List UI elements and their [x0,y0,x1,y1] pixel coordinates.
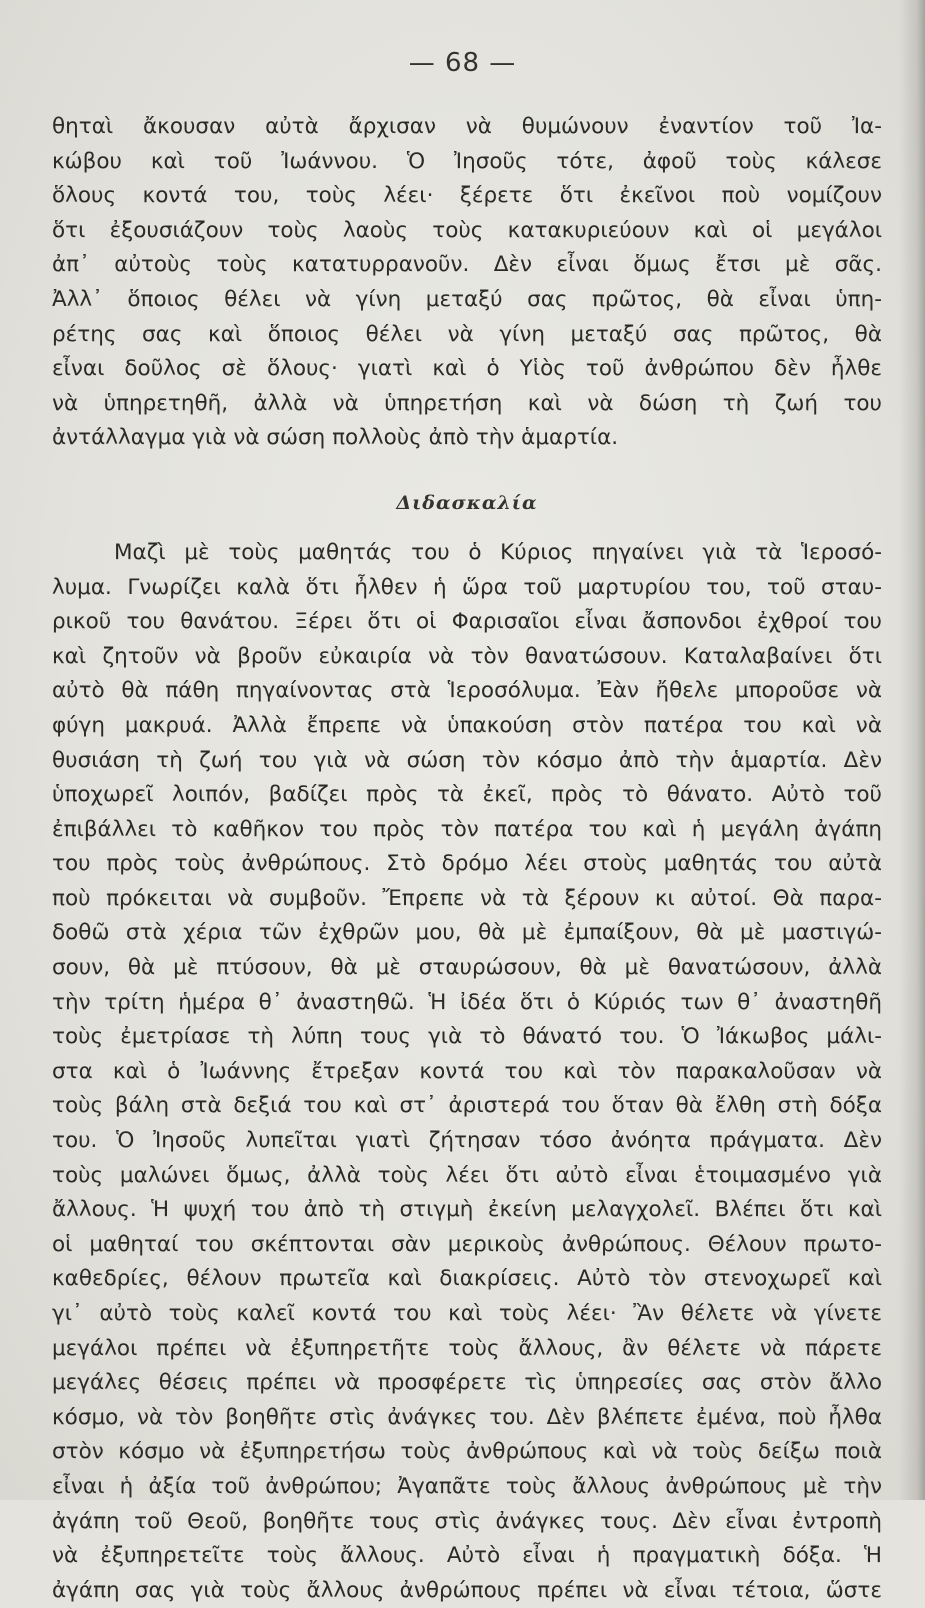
text-line: ἄλλους. Ἡ ψυχή του ἀπὸ τὴ στιγμὴ ἐκείνη μελαγχολεῖ. Βλέπει ὅτι καὶ [52,1197,882,1223]
text-line: μεγάλες θέσεις πρέπει νὰ προσφέρετε τὶς ὑπηρεσίες σας στὸν ἄλλο [52,1370,882,1396]
text-line: αὐτὸ θὰ πάθη πηγαίνοντας στὰ Ἱεροσόλυμα. Ἐὰν ἤθελε μποροῦσε νὰ [52,678,882,704]
text-line: μεγάλοι πρέπει νὰ ἐξυπηρετῆτε τοὺς ἄλλους, ἂν θέλετε νὰ πάρετε [52,1335,882,1361]
text-line: κώβου καὶ τοῦ Ἰωάννου. Ὁ Ἰησοῦς τότε, ἀφοῦ τοὺς κάλεσε [52,148,882,174]
text-line: τοὺς βάλη στὰ δεξιά του καὶ στ᾽ ἀριστερά του ὅταν θὰ ἔλθη στὴ δόξα [52,1093,882,1119]
text-line: ὑποχωρεῖ λοιπόν, βαδίζει πρὸς τὰ ἐκεῖ, πρὸς τὸ θάνατο. Αὐτὸ τοῦ [52,782,882,808]
text-line: Ἀλλ᾽ ὅποιος θέλει νὰ γίνη μεταξύ σας πρῶτος, θὰ εἶναι ὑπη- [52,286,882,312]
text-line: θηταὶ ἄκουσαν αὐτὰ ἄρχισαν νὰ θυμώνουν ἐναντίον τοῦ Ἰα- [52,114,882,139]
text-line: ρικοῦ του θανάτου. Ξέρει ὅτι οἱ Φαρισαῖοι εἶναι ἄσπονδοι ἐχθροί του [52,609,882,635]
text-line: δοθῶ στὰ χέρια τῶν ἐχθρῶν μου, θὰ μὲ ἐμπαίξουν, θὰ μὲ μαστιγώ- [52,920,882,946]
text-line: εἶναι δοῦλος σὲ ὅλους· γιατὶ καὶ ὁ Υἱὸς τοῦ ἀνθρώπου δὲν ἦλθε [52,356,882,382]
text-line: κόσμο, νὰ τὸν βοηθῆτε στὶς ἀνάγκες του. Δὲν βλέπετε ἐμένα, ποὺ ἦλθα [52,1404,882,1430]
paragraph-2 [52,536,882,1608]
section-heading: Διδασκαλία [396,491,538,514]
text-line: νὰ ἐξυπηρετεῖτε τοὺς ἄλλους. Αὐτὸ εἶναι ἡ πραγματικὴ δόξα. Ἡ [52,1543,882,1569]
text-line: ἀπ᾽ αὐτοὺς τοὺς κατατυρρανοῦν. Δὲν εἶναι ὅμως ἔτσι μὲ σᾶς. [52,252,882,278]
page-edge-shadow [899,0,925,1500]
text-line: ὅτι ἐξουσιάζουν τοὺς λαοὺς τοὺς κατακυριεύουν καὶ οἱ μεγάλοι [52,217,882,243]
text-line: θυσιάση τὴ ζωή του γιὰ νὰ σώση τὸν κόσμο ἀπὸ τὴν ἁμαρτία. Δὲν [52,747,882,773]
text-line: ἀντάλλαγμα γιὰ νὰ σώση πολλοὺς ἀπὸ τὴν ἁμαρτία. [52,425,619,451]
text-line: τοὺς μαλώνει ὅμως, ἀλλὰ τοὺς λέει ὅτι αὐτὸ εἶναι ἑτοιμασμένο γιὰ [52,1162,882,1188]
text-line: ρέτης σας καὶ ὅποιος θέλει νὰ γίνη μεταξύ σας πρῶτος, θὰ [52,321,882,347]
text-line: ἐπιβάλλει τὸ καθῆκον του πρὸς τὸν πατέρα του καὶ ἡ μεγάλη ἀγάπη [52,816,882,842]
text-line: του. Ὁ Ἰησοῦς λυπεῖται γιατὶ ζήτησαν τόσο ἀνόητα πράγματα. Δὲν [52,1128,882,1154]
text-line: τὴν τρίτη ἡμέρα θ᾽ ἀναστηθῶ. Ἡ ἰδέα ὅτι ὁ Κύριός των θ᾽ ἀναστηθῆ [52,989,882,1015]
text-line: του πρὸς τοὺς ἀνθρώπους. Στὸ δρόμο λέει στοὺς μαθητάς του αὐτὰ [52,851,882,877]
text-line: καθεδρίες, θέλουν πρωτεῖα καὶ διακρίσεις. Αὐτὸ τὸν στενοχωρεῖ καὶ [52,1266,882,1292]
page-number: — 68 — [408,48,517,78]
text-line: καὶ ζητοῦν νὰ βροῦν εὐκαιρία νὰ τὸν θανατώσουν. Καταλαβαίνει ὅτι [52,643,882,669]
text-line: σουν, θὰ μὲ πτύσουν, θὰ μὲ σταυρώσουν, θὰ μὲ θανατώσουν, ἀλλὰ [52,955,882,981]
text-line: στὸν κόσμο νὰ ἐξυπηρετήσω τοὺς ἀνθρώπους καὶ νὰ τοὺς δείξω ποιὰ [52,1439,882,1465]
text-line: τοὺς ἐμετρίασε τὴ λύπη τους γιὰ τὸ θάνατό του. Ὁ Ἰάκωβος μάλι- [52,1024,882,1050]
text-line: οἱ μαθηταί του σκέπτονται σὰν μερικοὺς ἀνθρώπους. Θέλουν πρωτο- [52,1231,882,1257]
text-line: ποὺ πρόκειται νὰ συμβοῦν. Ἔπρεπε νὰ τὰ ξέρουν κι αὐτοί. Θὰ παρα- [52,885,882,911]
text-line: εἶναι ἡ ἀξία τοῦ ἀνθρώπου; Ἀγαπᾶτε τοὺς ἄλλους ἀνθρώπους μὲ τὴν [52,1473,882,1499]
text-line: ἀγάπη τοῦ Θεοῦ, βοηθῆτε τους στὶς ἀνάγκες τους. Δὲν εἶναι ἐντροπὴ [52,1508,882,1534]
text-line: στα καὶ ὁ Ἰωάννης ἔτρεξαν κοντά του καὶ τὸν παρακαλοῦσαν νὰ [52,1058,882,1084]
text-line: νὰ ὑπηρετηθῆ, ἀλλὰ νὰ ὑπηρετήση καὶ νὰ δώση τὴ ζωή του [52,390,882,416]
paragraph-1 [52,110,882,456]
text-line: ἀγάπη σας γιὰ τοὺς ἄλλους ἀνθρώπους πρέπει νὰ εἶναι τέτοια, ὥστε [52,1577,882,1603]
text-line: γι᾽ αὐτὸ τοὺς καλεῖ κοντά του καὶ τοὺς λέει· Ἂν θέλετε νὰ γίνετε [52,1301,882,1326]
text-line: ὅλους κοντά του, τοὺς λέει· ξέρετε ὅτι ἐκεῖνοι ποὺ νομίζουν [52,183,882,209]
text-line: λυμα. Γνωρίζει καλὰ ὅτι ἦλθεν ἡ ὥρα τοῦ μαρτυρίου του, τοῦ σταυ- [52,574,882,600]
text-line: φύγη μακρυά. Ἀλλὰ ἔπρεπε νὰ ὑπακούση στὸν πατέρα του καὶ νὰ [52,712,882,738]
page-content [52,110,882,1608]
text-line: Μαζὶ μὲ τοὺς μαθητάς του ὁ Κύριος πηγαίνει γιὰ τὰ Ἱεροσό- [114,539,882,565]
